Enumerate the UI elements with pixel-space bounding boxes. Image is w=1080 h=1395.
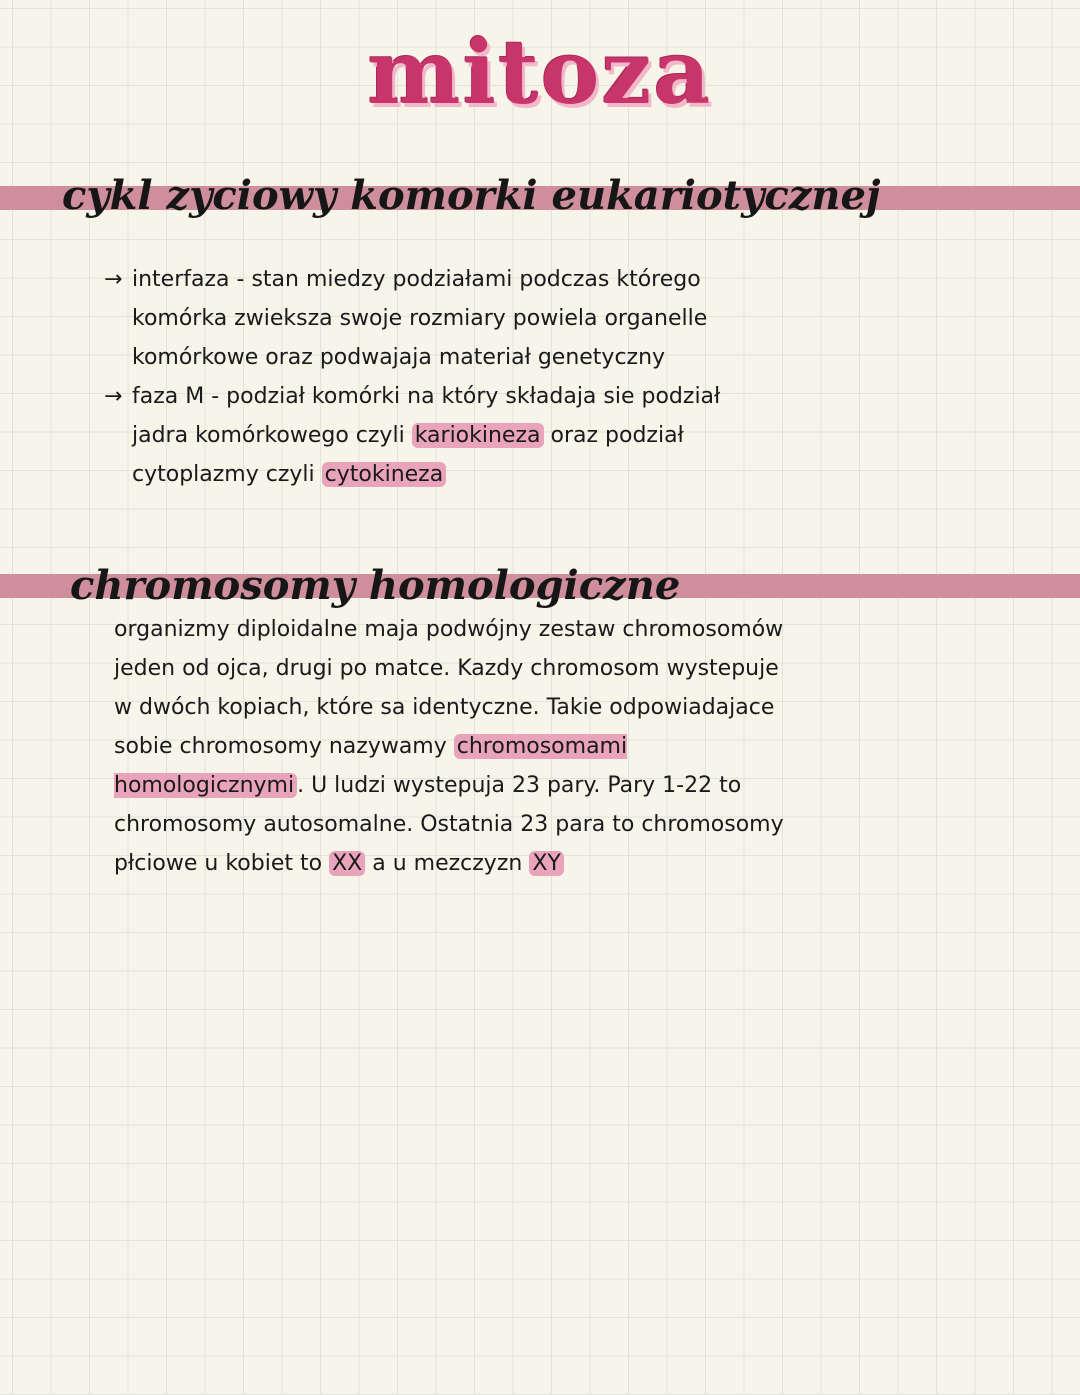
highlight-cytokinesis: cytokineza: [322, 462, 447, 487]
list-item-m-phase: [104, 377, 744, 494]
section-heading-homologous: chromosomy homologiczne: [70, 562, 681, 609]
homologous-paragraph: [114, 610, 794, 883]
section-heading-cell-cycle: cykl zyciowy komorki eukariotycznej: [62, 172, 881, 219]
m-phase-text: faza M - podział komórki na który składaja sie podział jadra komórkowego czyli: [132, 384, 721, 448]
arrow-right-icon: →: [104, 267, 123, 292]
page-title: mitoza: [367, 20, 713, 124]
m-phase-text-cont: oraz podział cytoplazmy czyli: [132, 423, 684, 487]
arrow-right-icon: →: [104, 384, 123, 409]
homologous-text-cont: . U ludzi wystepuja 23 pary. Pary 1-22 to chromosomy autosomalne. Ostatnia 23 para to chromosomy płciowe u kobiet to: [114, 773, 784, 876]
homologous-text-end: a u mezczyzn: [365, 851, 530, 876]
homologous-text: organizmy diploidalne maja podwójny zestaw chromosomów jeden od ojca, drugi po matce. Kazdy chromosom wystepuje w dwóch kopiach, które sa identyczne. Takie odpowiadajace sobie chromosomy nazywamy: [114, 617, 784, 759]
interphase-text: interfaza - stan miedzy podziałami podczas którego komórka zwieksza swoje rozmiary powiela organelle komórkowe oraz podwajaja materiał genetyczny: [132, 267, 708, 370]
highlight-xy: XY: [529, 851, 564, 876]
highlight-karyokinesis: kariokineza: [412, 423, 544, 448]
highlight-homologous-chromosomes: chromosomami homologicznymi: [114, 734, 628, 798]
list-item-interphase: [104, 260, 744, 377]
highlight-xx: XX: [329, 851, 365, 876]
cell-cycle-list: [104, 260, 744, 494]
